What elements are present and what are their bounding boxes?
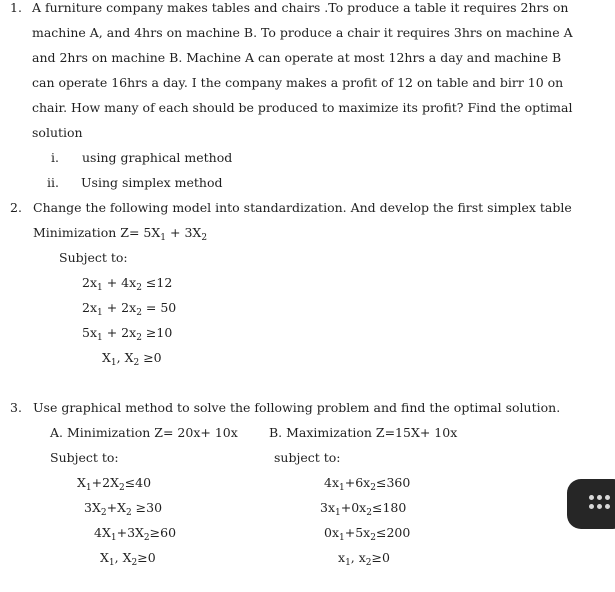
q2-line: Change the following model into standardization. And develop the first simplex table bbox=[33, 200, 572, 215]
q3-b-constraint-3: $0x_1+5x_2\le 200$ bbox=[324, 525, 411, 543]
q1-item-1-text: using graphical method bbox=[82, 150, 233, 165]
q1-number: 1. bbox=[10, 0, 22, 15]
more-dots-icon bbox=[589, 495, 611, 511]
q3-part-b-subject-to: subject to: bbox=[274, 450, 341, 465]
q1-line-4: can operate 16hrs a day. I the company makes a profit of 12 on table and birr 10 on bbox=[32, 75, 564, 90]
q1-item-1-number: i. bbox=[51, 150, 59, 165]
q3-part-a-label: A. Minimization Z= 20x+ 10x bbox=[50, 425, 238, 440]
q1-line-6: solution bbox=[32, 125, 83, 140]
q3-part-b-label: B. Maximization Z=15X+ 10x bbox=[269, 425, 458, 440]
q3-b-constraint-2: $3x_1+0x_2\le 180$ bbox=[320, 500, 407, 518]
q3-a-constraint-3: $4X_1+3X_2\ge 60$ bbox=[94, 525, 177, 543]
q3-number: 3. bbox=[10, 400, 22, 415]
q2-constraint-3: $5x_1 + 2x_2 \ge 10$ bbox=[82, 325, 173, 343]
more-options-button[interactable] bbox=[567, 479, 615, 529]
q2-constraint-1: $2x_1 + 4x_2 \le 12$ bbox=[82, 275, 173, 293]
q1-line-3: and 2hrs on machine B. Machine A can operate at most 12hrs a day and machine B bbox=[32, 50, 562, 65]
q1-line-1: A furniture company makes tables and chairs .To produce a table it requires 2hrs on bbox=[32, 0, 569, 15]
q3-line: Use graphical method to solve the following problem and find the optimal solution. bbox=[33, 400, 561, 415]
q2-objective: Minimization $Z= 5X_1 + 3X_2$ bbox=[33, 225, 208, 243]
q1-item-2-text: Using simplex method bbox=[81, 175, 223, 190]
q3-b-nonnegativity: $x_1$, $x_2\ge 0$ bbox=[338, 550, 390, 568]
q2-number: 2. bbox=[10, 200, 22, 215]
q2-constraint-2: $2x_1 + 2x_2 = 50$ bbox=[82, 300, 177, 318]
q2-subject-to: Subject to: bbox=[59, 250, 128, 265]
q3-a-constraint-2: $3X_2+X_2 \ge 30$ bbox=[84, 500, 163, 518]
q2-nonnegativity: $X_1$, $X_2 \ge 0$ bbox=[102, 350, 162, 368]
q1-line-5: chair. How many of each should be produced to maximize its profit? Find the optimal bbox=[32, 100, 573, 115]
q3-b-constraint-1: $4x_1+6x_2\le 360$ bbox=[324, 475, 411, 493]
q1-item-2-number: ii. bbox=[47, 175, 59, 190]
q3-a-nonnegativity: $X_1$, $X_2\ge 0$ bbox=[100, 550, 156, 568]
q1-line-2: machine A, and 4hrs on machine B. To produce a chair it requires 3hrs on machine A bbox=[32, 25, 573, 40]
q3-a-constraint-1: $X_1+2X_2\le 40$ bbox=[77, 475, 152, 493]
q3-part-a-subject-to: Subject to: bbox=[50, 450, 119, 465]
